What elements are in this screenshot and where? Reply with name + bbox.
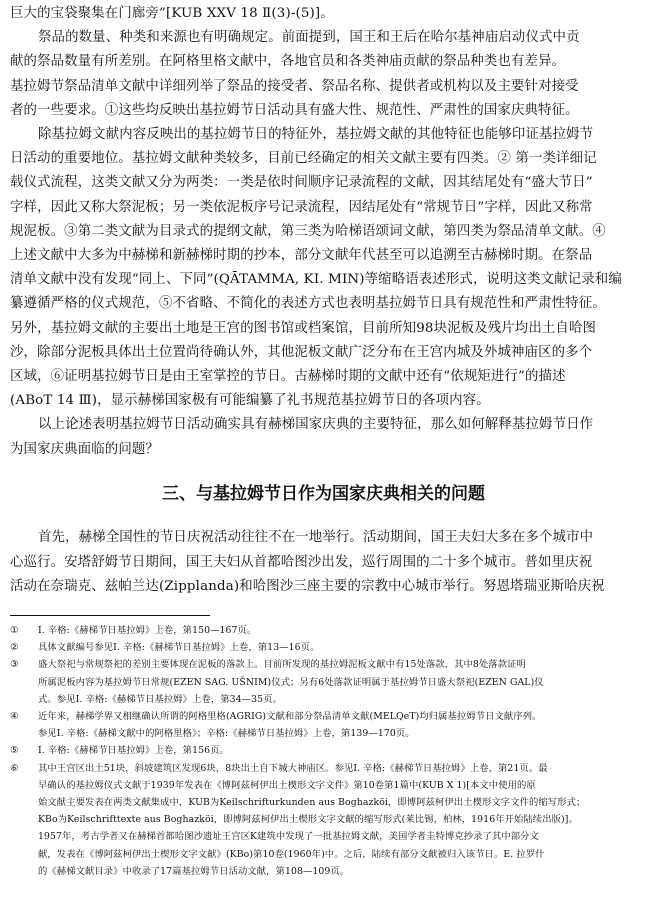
body-line: 日活动的重要地位。基拉姆文献种类较多，目前已经确定的相关文献主要有四类。② 第一类详细记 (10, 151, 597, 167)
footnote-line: KBo为Keilschrifttexte aus Boghazköi，即博阿兹柯伊出土楔形文字文献的缩写形式(莱比锡，柏林，1916年开始陆续出版)]。 (38, 814, 578, 826)
footnote-line: 具体文献编号参见I. 辛格:《赫梯节日基拉姆》上卷，第13—16页。 (38, 642, 320, 654)
footnote-number: ③ (10, 659, 19, 671)
footnote-number: ① (10, 625, 19, 636)
footnote-line: I. 辛格:《赫梯节日基拉姆》上卷，第150—167页。 (38, 625, 257, 636)
body-line: 另外，基拉姆文献的主要出土地是王宫的图书馆或档案馆，目前所知98块泥板及残片均出土自哈图 (10, 320, 597, 336)
footnote-line: 近年来，赫梯学界又相继确认所谓的阿格里格(AGRIG)文献和部分祭品清单文献(MELQeT)均归属基拉姆节日文献序列。 (38, 711, 542, 722)
section-line: 活动在奈瑞克、兹帕兰达(Zipplanda)和哈图沙三座主要的宗教中心城市举行。努恩塔瑞亚斯哈庆祝 (10, 579, 605, 594)
footnote-line: 始文献主要发表在两类文献集成中，KUB为Keilschrifturkunden aus Boghazköi，即博阿兹柯伊出土楔形文字文件的缩写形式； (38, 797, 586, 808)
body-line: (ABoT 14 Ⅲ)，显示赫梯国家极有可能编纂了礼书规范基拉姆节日的各项内容。 (10, 393, 490, 409)
footnote-line: 盛大祭祀与常规祭祀的差别主要体现在泥板的落款上。目前所发现的基拉姆泥板文献中有15处落款，其中8处落款证明 (38, 659, 526, 671)
body-line: 献的祭品数量有所差别。在阿格里格文献中，各地官员和各类神庙贡献的祭品种类也有差异。 (10, 54, 566, 70)
footnote-number: ⑥ (10, 762, 19, 774)
body-line: 规泥板。③第二类文献为目录式的提纲文献，第三类为哈梯语颂词文献，第四类为祭品清单文献。④ (10, 223, 606, 239)
body-line: 区域，⑥证明基拉姆节日是由王室掌控的节日。古赫梯时期的文献中还有“依规矩进行”的描述 (10, 369, 566, 384)
footnote-line: 其中王宫区出土51块，斜坡建筑区发现6块，8块出土自下城大神庙区。参见I. 辛格:《赫梯节日基拉姆》上卷，第21页。最 (38, 762, 548, 774)
footnote-line: 参见I. 辛格:《赫梯文献中的阿格里格》；辛格:《赫梯节日基拉姆》上卷，第139—170页。 (38, 728, 415, 740)
footnote-line: 献，发表在《博阿兹柯伊出土楔形文字文献》(KBo)第10卷(1960年)中。之后，陆续有部分文献被归入该节日。E. 拉罗什 (38, 848, 545, 860)
body-line: 巨大的宝袋聚集在门廊旁”[KUB XXV 18 Ⅱ(3)-(5)]。 (10, 6, 334, 21)
body-line: 为国家庆典面临的问题？ (10, 441, 159, 457)
footnote-line: 所属泥板内容为基拉姆节日常规(EZEN SAG. UŠNIM)仪式；另有6处落款证明属于基拉姆节日盛大祭祀(EZEN GAL)仪 (38, 676, 544, 688)
footnote-number: ② (10, 642, 19, 654)
body-line: 上述文献中大多为中赫梯和新赫梯时期的抄本，部分文献年代甚至可以追溯至古赫梯时期。在祭品 (10, 248, 593, 263)
footnote-line: I. 辛格:《赫梯节日基拉姆》上卷，第156页。 (38, 745, 229, 757)
section-line: 首先，赫梯全国性的节日庆祝活动往往不在一地举行。活动期间，国王夫妇大多在多个城市中 (38, 530, 594, 545)
footnote-line: 式。参见I. 辛格:《赫梯节日基拉姆》上卷，第34—35页。 (38, 693, 282, 705)
body-line: 清单文献中没有发现“同上、下同”(QĀTAMMA, KI. MIN)等缩略语表述形式，说明这类文献记录和编 (10, 272, 622, 288)
body-line: 祭品的数量、种类和来源也有明确规定。前面提到，国王和王后在哈尔基神庙启动仪式中贡 (38, 30, 580, 46)
footnote-number: ④ (10, 711, 19, 722)
section-line: 心巡行。安塔舒姆节日期间，国王夫妇从首都哈图沙出发，巡行周围的二十多个城市。普如里庆祝 (10, 554, 593, 570)
body-line: 字样，因此又称大祭泥板；另一类依泥板序号记录流程，因结尾处有“常规节日”字样，因此又称常 (10, 199, 593, 215)
body-line: 沙，除部分泥板具体出土位置尚待确认外，其他泥板文献广泛分布在王宫内城及外城神庙区的多个 (10, 344, 593, 360)
body-line: 以上论述表明基拉姆节日活动确实具有赫梯国家庆典的主要特征，那么如何解释基拉姆节日作 (38, 417, 594, 433)
body-line: 载仪式流程，这类文献又分为两类：一类是依时间顺序记录流程的文献，因其结尾处有“盛大节日” (10, 175, 593, 191)
section-heading: 三、与基拉姆节日作为国家庆典相关的问题 (162, 484, 485, 504)
body-line: 者的一些要求。①这些均反映出基拉姆节日活动具有盛大性、规范性、严肃性的国家庆典特征。 (10, 102, 579, 118)
footnote-line: 早确认的基拉姆仪式文献于1939年发表在《博阿兹柯伊出土楔形文字文件》第10卷第1篇中(KUB X 1)[本文中使用的原 (38, 779, 536, 791)
body-line: 基拉姆节祭品清单文献中详细列举了祭品的接受者、祭品名称、提供者或机构以及主要针对接受 (10, 78, 579, 94)
body-line: 除基拉姆文献内容反映出的基拉姆节日的特征外，基拉姆文献的其他特征也能够印证基拉姆节 (38, 127, 594, 142)
footnote-number: ⑤ (10, 745, 19, 757)
footnote-line: 的《赫梯文献目录》中收录了17篇基拉姆节日活动文献，第108—109页。 (38, 865, 350, 877)
body-line: 纂遵循严格的仪式规范，⑤不省略、不简化的表述方式也表明基拉姆节日具有规范性和严肃性特征。 (10, 296, 606, 312)
footnote-line: 1957年，考古学者又在赫梯首都哈图沙遗址王宫区K建筑中发现了一批基拉姆文献，美国学者圭特博克抄录了其中部分文 (38, 831, 539, 843)
footnote-divider (10, 615, 210, 616)
